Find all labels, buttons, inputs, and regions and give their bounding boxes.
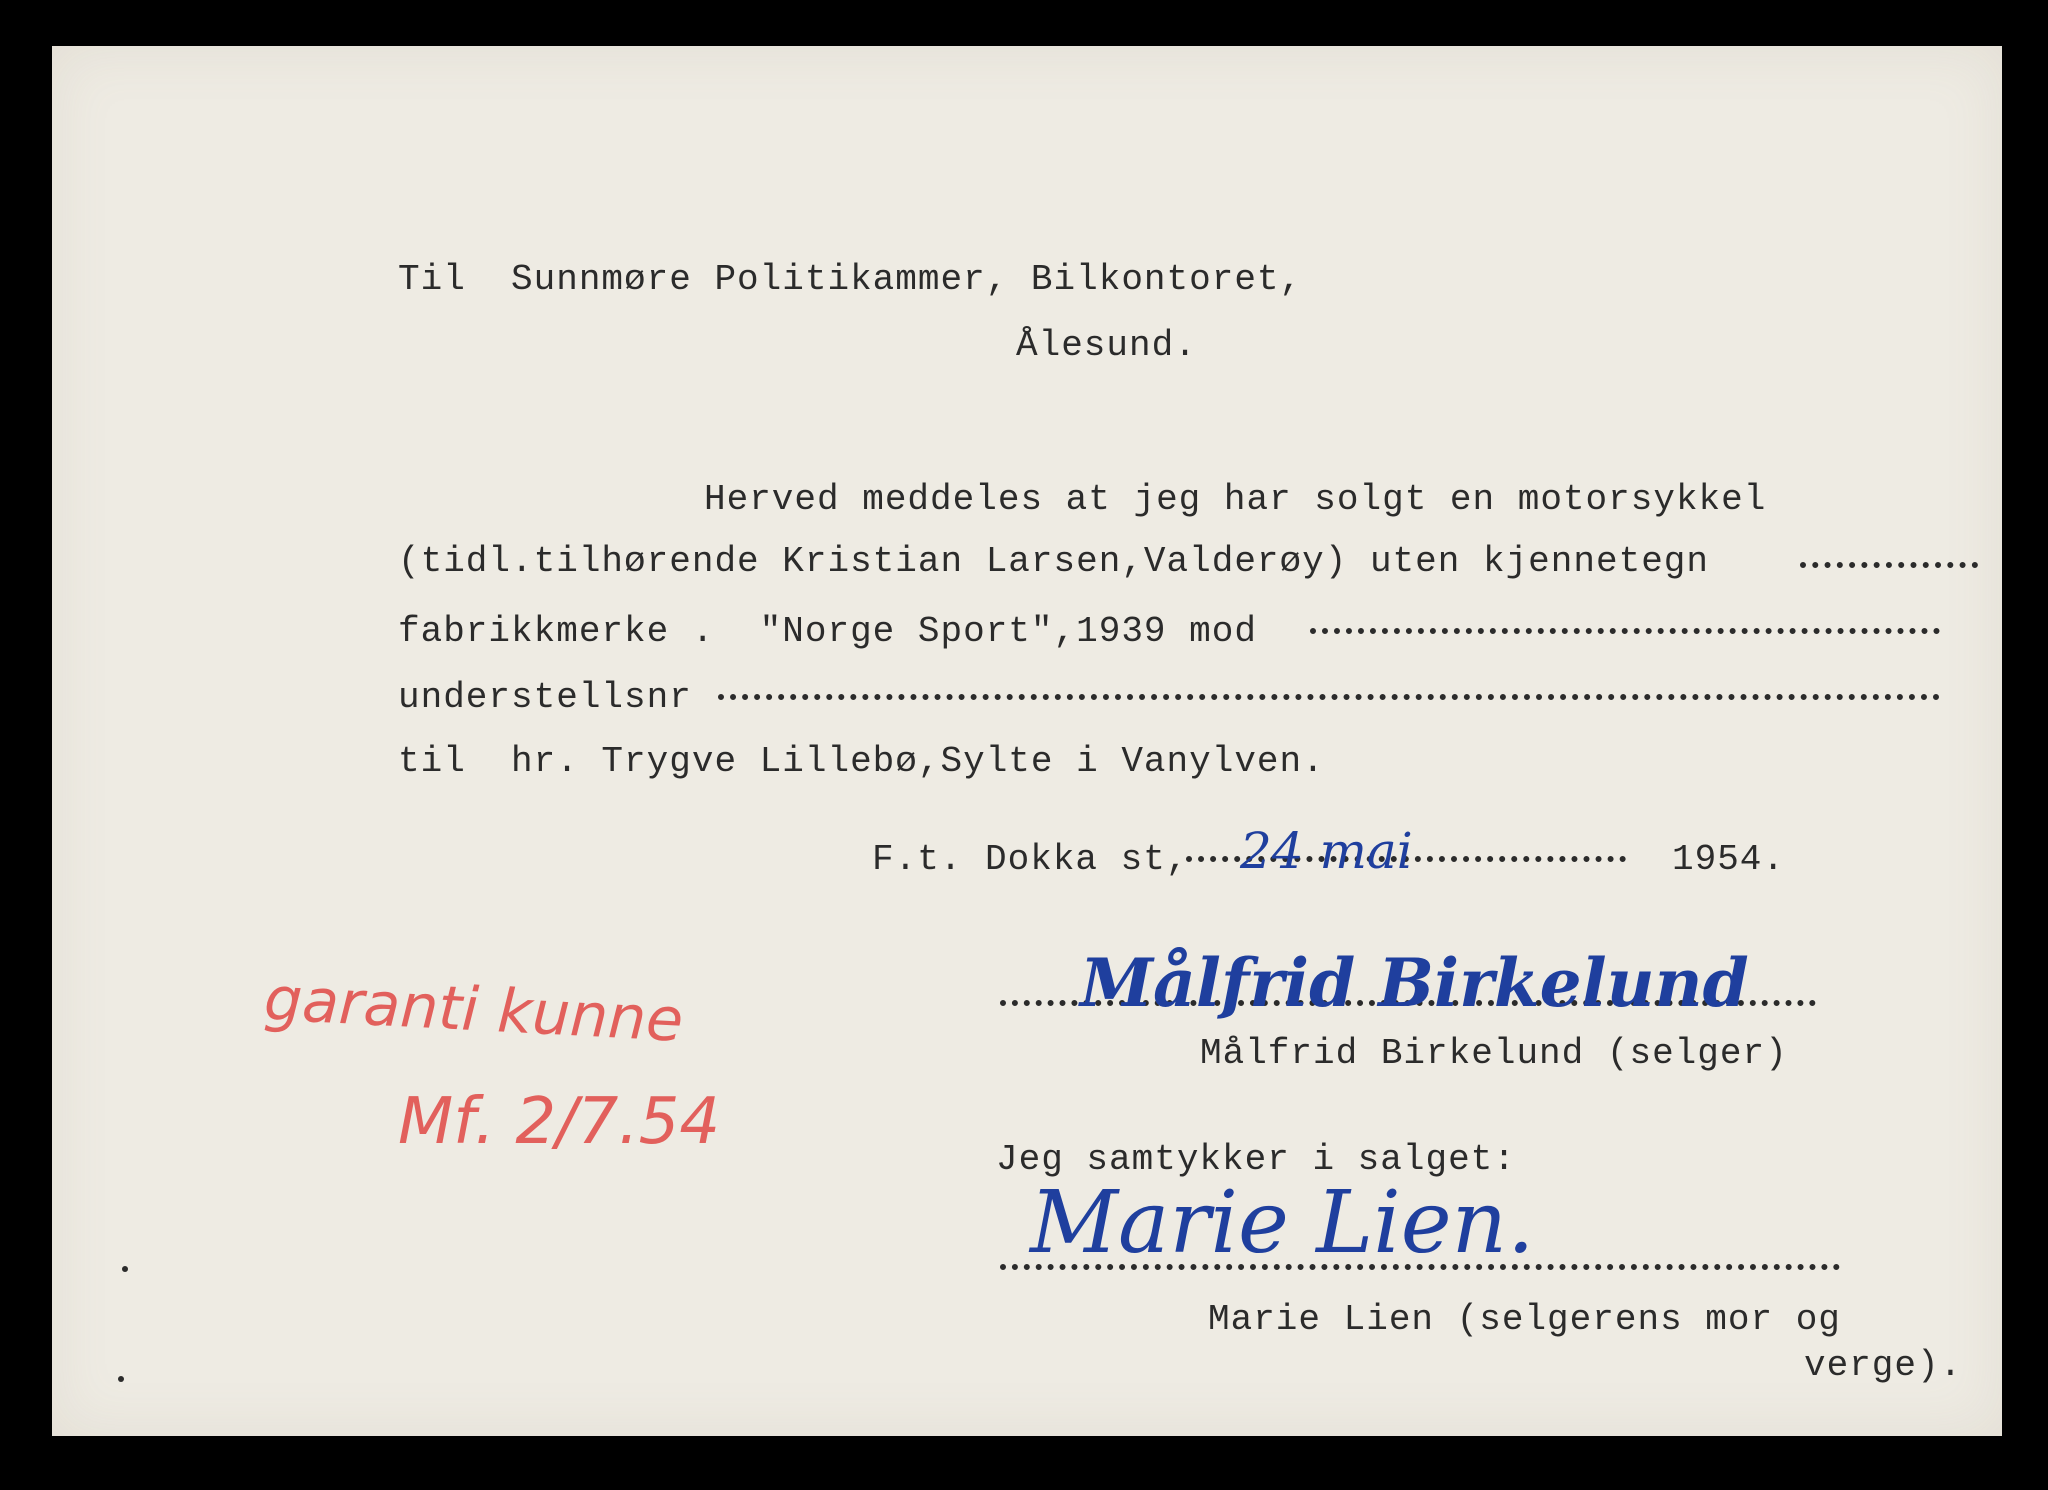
date-place: F.t. Dokka st, (872, 839, 1189, 880)
addressee-line: Til Sunnmøre Politikammer, Bilkontoret, (398, 259, 1303, 300)
body-line-5: til hr. Trygve Lillebø,Sylte i Vanylven. (398, 741, 1325, 782)
margin-mark-bottom (118, 1376, 124, 1382)
seller-caption: Målfrid Birkelund (selger) (1200, 1033, 1788, 1074)
guardian-caption-line-1: Marie Lien (selgerens mor og (1208, 1299, 1841, 1340)
consent-text: Jeg samtykker i salget: (996, 1139, 1516, 1180)
handwritten-date: 24 mai (1240, 822, 1413, 880)
date-year: 1954. (1672, 839, 1786, 880)
dotted-fill-line-3 (1310, 628, 1940, 634)
seller-signature: Målfrid Birkelund (1080, 944, 1749, 1022)
guardian-caption-line-2: verge). (1804, 1345, 1963, 1386)
body-line-2: (tidl.tilhørende Kristian Larsen,Valderøy) uten kjennetegn (398, 541, 1710, 582)
body-line-1: Herved meddeles at jeg har solgt en motorsykkel (704, 479, 1767, 520)
guardian-signature: Marie Lien. (1030, 1173, 1535, 1273)
dotted-fill-line-4 (718, 694, 1940, 700)
margin-mark-top (122, 1266, 128, 1272)
dotted-fill-line-2 (1800, 562, 1978, 568)
red-annotation-line-2: Mf. 2/7.54 (398, 1085, 721, 1159)
red-annotation-line-1: garanti kunne (262, 964, 685, 1056)
body-line-4: understellsnr (398, 677, 692, 718)
addressee-city: Ålesund. (1016, 325, 1197, 366)
body-line-3: fabrikkmerke . "Norge Sport",1939 mod (398, 611, 1257, 652)
